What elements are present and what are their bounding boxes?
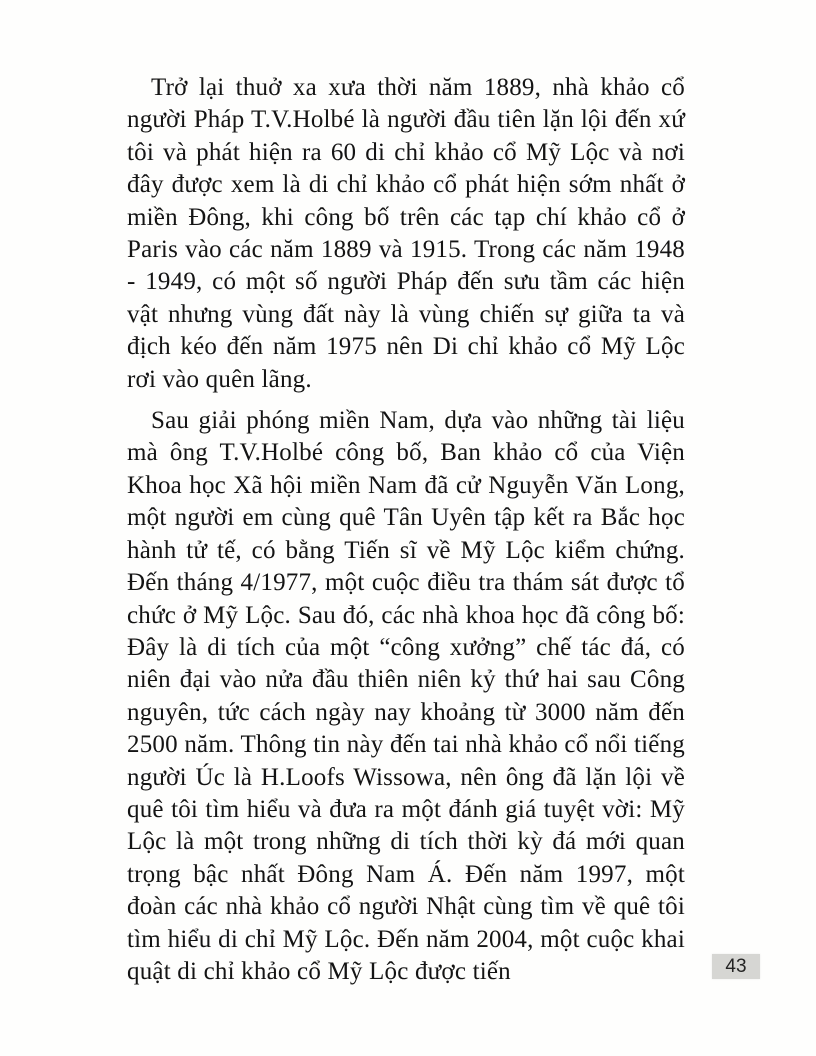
page-number: 43 — [725, 955, 747, 977]
paragraph-2: Sau giải phóng miền Nam, dựa vào những tài liệu mà ông T.V.Holbé công bố, Ban khảo cổ của Viện Khoa học Xã hội miền Nam đã cử Nguyễn Văn Long, một người em cùng quê Tân Uyên tập kết ra Bắc học hành tử tế, có bằng Tiến sĩ về Mỹ Lộc kiểm chứng. Đến tháng 4/1977, một cuộc điều tra thám sát được tổ chức ở Mỹ Lộc. Sau đó, các nhà khoa học đã công bố: Đây là di tích của một “công xưởng” chế tác đá, có niên đại vào nửa đầu thiên niên kỷ thứ hai sau Công nguyên, tức cách ngày nay khoảng từ 3000 năm đến 2500 năm. Thông tin này đến tai nhà khảo cổ nổi tiếng người Úc là H.Loofs Wissowa, nên ông đã lặn lội về quê tôi tìm hiểu và đưa ra một đánh giá tuyệt vời: Mỹ Lộc là một trong những di tích thời kỳ đá mới quan trọng bậc nhất Đông Nam Á. Đến năm 1997, một đoàn các nhà khảo cổ người Nhật cùng tìm về quê tôi tìm hiểu di chỉ Mỹ Lộc. Đến năm 2004, một cuộc khai quật di chỉ khảo cổ Mỹ Lộc được tiến — [127, 407, 685, 985]
page-number-badge — [712, 954, 760, 979]
body-text — [127, 72, 685, 988]
paragraph-1: Trở lại thuở xa xưa thời năm 1889, nhà khảo cổ người Pháp T.V.Holbé là người đầu tiên lặn lội đến xứ tôi và phát hiện ra 60 di chỉ khảo cổ Mỹ Lộc và nơi đây được xem là di chỉ khảo cổ phát hiện sớm nhất ở miền Đông, khi công bố trên các tạp chí khảo cổ ở Paris vào các năm 1889 và 1915. Trong các năm 1948 - 1949, có một số người Pháp đến sưu tầm các hiện vật nhưng vùng đất này là vùng chiến sự giữa ta và địch kéo đến năm 1975 nên Di chỉ khảo cổ Mỹ Lộc rơi vào quên lãng. — [127, 74, 685, 393]
